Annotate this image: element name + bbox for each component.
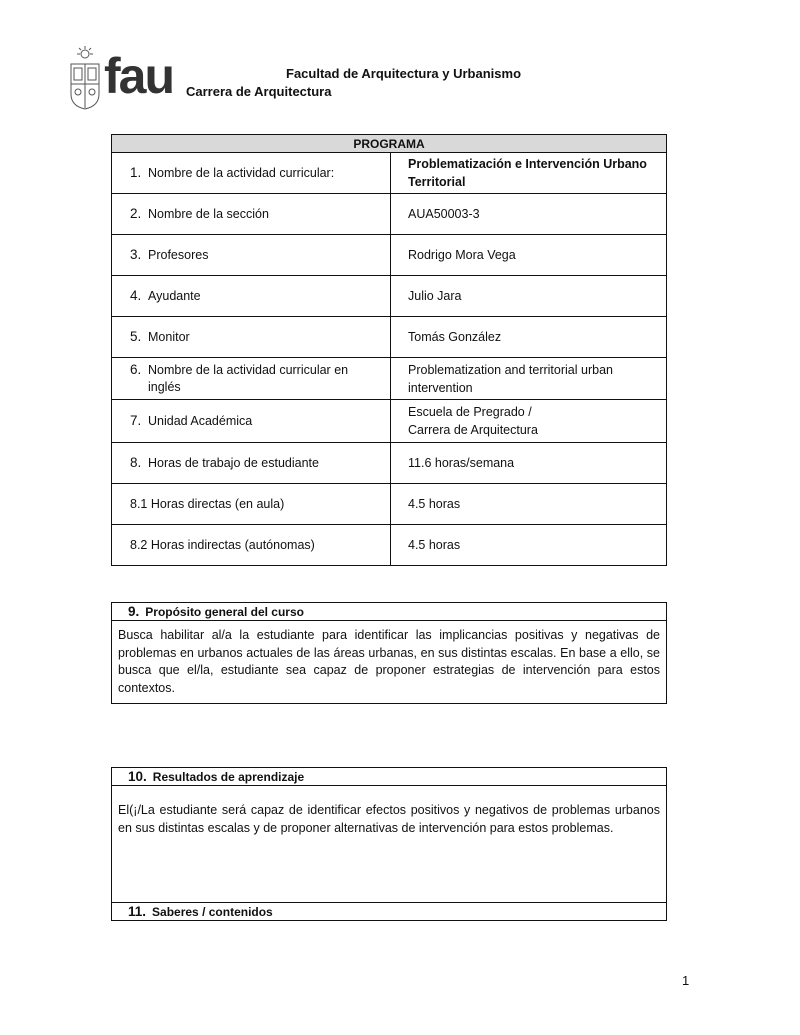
section-body: Busca habilitar al/a la estudiante para identificar las implicancias positivas y negativas de problemas en urbanos actuales de las áreas urbanas, en sus distintas escalas. En base a ello, se busca que el/la, estudiante sea capaz de proponer estrategias de intervención para estos contextos. xyxy=(112,621,667,704)
row-label: 8.2 Horas indirectas (autónomas) xyxy=(112,525,391,566)
assistant-value: Julio Jara xyxy=(391,276,667,317)
row-label: Nombre de la sección xyxy=(148,206,269,221)
table-row: 5. Monitor Tomás González xyxy=(112,317,667,358)
fau-logo: fau xyxy=(104,48,173,104)
program-table xyxy=(111,134,667,566)
section-code-value: AUA50003-3 xyxy=(391,194,667,235)
academic-unit-value: Escuela de Pregrado / Carrera de Arquitectura xyxy=(391,400,667,443)
section-10-table xyxy=(111,767,667,921)
table-row xyxy=(112,525,667,566)
student-hours-value: 11.6 horas/semana xyxy=(391,443,667,484)
table-row xyxy=(112,484,667,525)
row-label: Unidad Académica xyxy=(148,413,253,428)
table-row: 1. Nombre de la actividad curricular: Problematización e Intervención Urbano Territorial xyxy=(112,153,667,194)
row-label: Nombre de la actividad curricular en inglés xyxy=(148,362,349,394)
indirect-hours-value: 4.5 horas xyxy=(391,525,667,566)
table-row: 4. Ayudante Julio Jara xyxy=(112,276,667,317)
university-seal-icon xyxy=(68,46,102,110)
row-label: Horas de trabajo de estudiante xyxy=(148,455,319,470)
table-row: 7. Unidad Académica Escuela de Pregrado / Carrera de Arquitectura xyxy=(112,400,667,443)
page-number: 1 xyxy=(682,973,690,988)
professors-value: Rodrigo Mora Vega xyxy=(391,235,667,276)
program-title: PROGRAMA xyxy=(112,135,667,153)
monitor-value: Tomás González xyxy=(391,317,667,358)
section-body: El(¡/La estudiante será capaz de identificar efectos positivos y negativos de problemas urbanos en sus distintas escalas y de proponer alternativas de intervención para estos problemas. xyxy=(112,786,667,903)
row-label: Monitor xyxy=(148,329,190,344)
table-row: 3. Profesores Rodrigo Mora Vega xyxy=(112,235,667,276)
section-9-table xyxy=(111,602,667,704)
career-name: Carrera de Arquitectura xyxy=(186,84,332,99)
section-heading: 11. Saberes / contenidos xyxy=(112,903,667,921)
table-row: 2. Nombre de la sección AUA50003-3 xyxy=(112,194,667,235)
section-heading: 9. Propósito general del curso xyxy=(112,603,667,621)
table-row: 6. Nombre de la actividad curricular en inglés Problematization and territorial urban intervention xyxy=(112,358,667,400)
section-heading: 10. Resultados de aprendizaje xyxy=(112,768,667,786)
row-label: Profesores xyxy=(148,247,209,262)
course-name-value: Problematización e Intervención Urbano Territorial xyxy=(391,153,667,194)
direct-hours-value: 4.5 horas xyxy=(391,484,667,525)
english-name-value: Problematization and territorial urban intervention xyxy=(391,358,667,400)
row-label: 8.1 Horas directas (en aula) xyxy=(112,484,391,525)
row-label: Ayudante xyxy=(148,288,201,303)
table-row: 8. Horas de trabajo de estudiante 11.6 horas/semana xyxy=(112,443,667,484)
faculty-name: Facultad de Arquitectura y Urbanismo xyxy=(286,66,522,81)
document-header xyxy=(68,44,668,114)
row-label: Nombre de la actividad curricular: xyxy=(148,165,335,180)
